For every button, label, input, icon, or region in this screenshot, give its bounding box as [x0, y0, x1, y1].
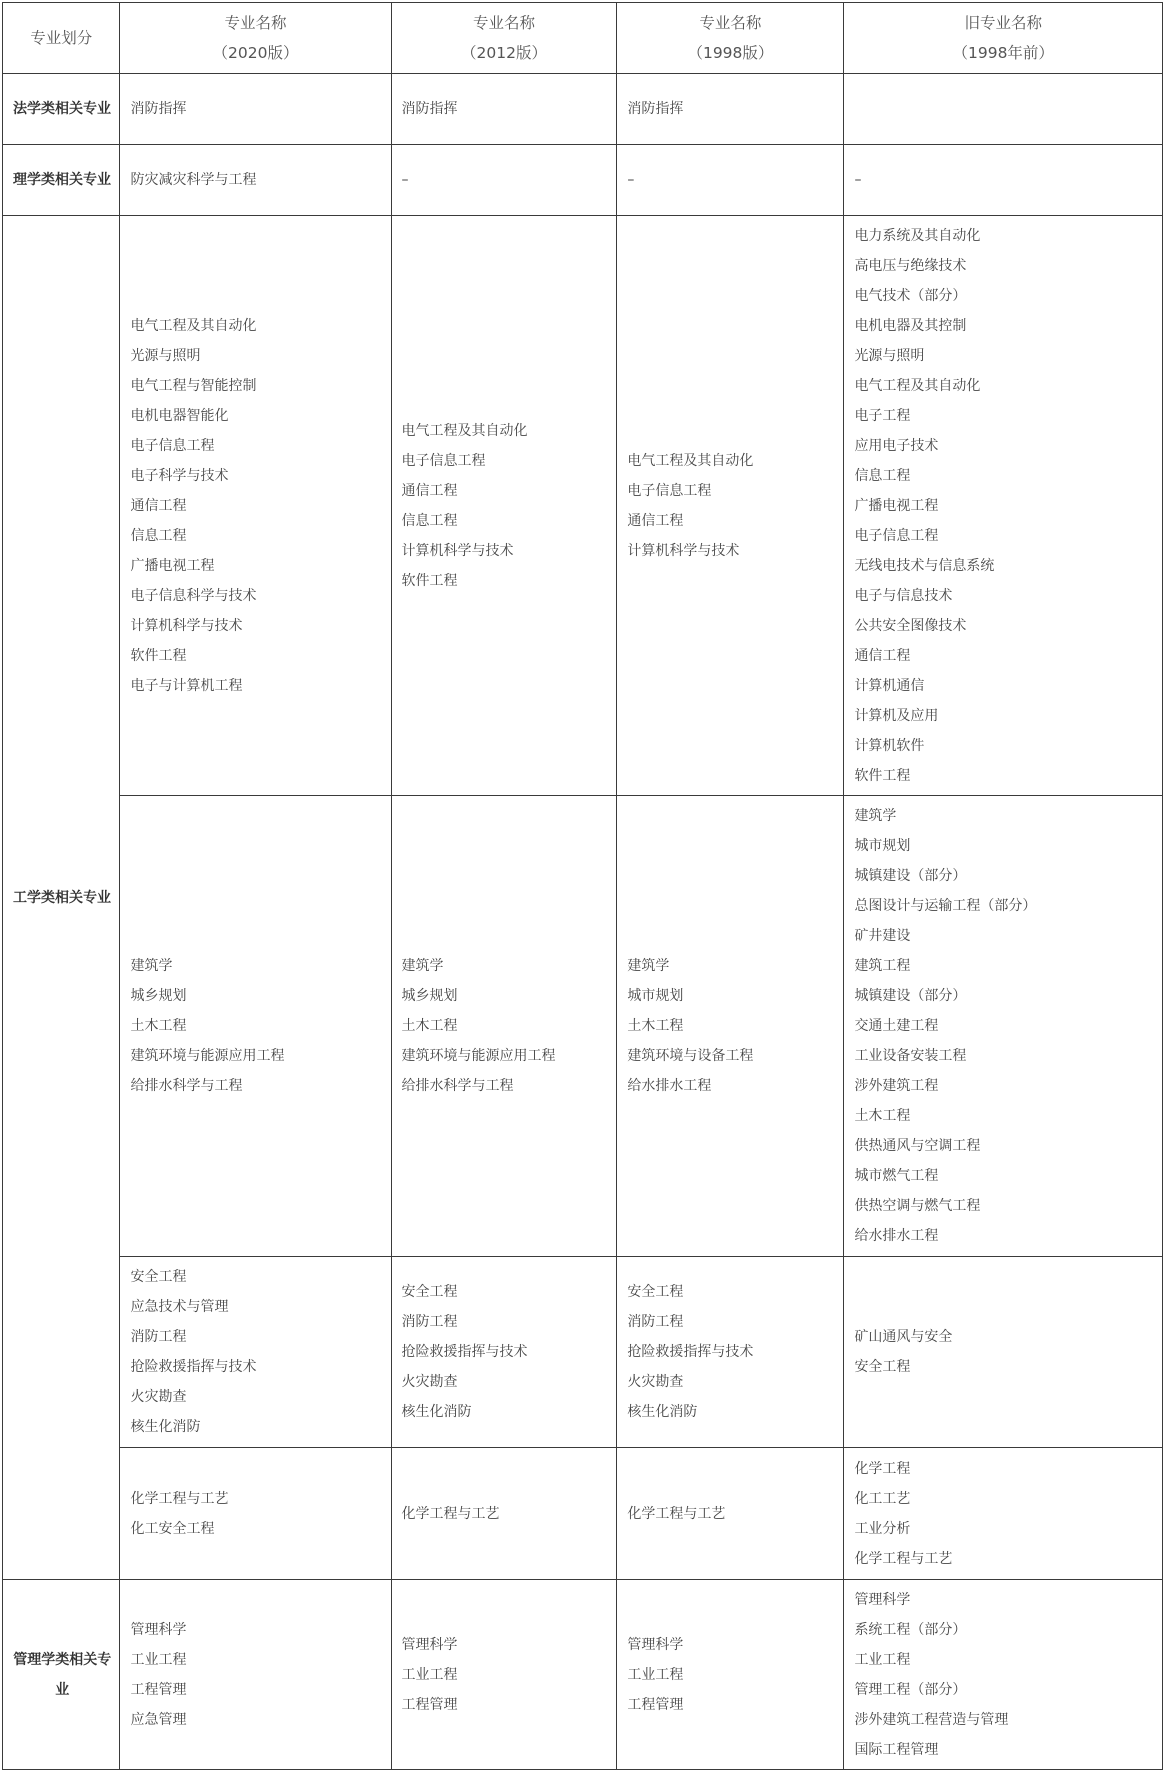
list-old — [844, 1257, 1163, 1448]
major-item: 电子信息工程 — [854, 527, 939, 544]
table-row — [3, 1448, 1163, 1580]
major-item: 电子与信息技术 — [854, 587, 953, 604]
major-item: 土木工程 — [401, 1018, 458, 1034]
major-item: 信息工程 — [130, 527, 187, 544]
major-item: 建筑环境与能源应用工程 — [130, 1048, 285, 1064]
major-item: 工程管理 — [401, 1696, 458, 1713]
major-list — [402, 165, 609, 195]
major-item: 应用电子技术 — [854, 437, 939, 454]
major-item: 建筑学 — [627, 958, 670, 974]
list-1998 — [617, 74, 844, 145]
table-row — [3, 1580, 1163, 1770]
major-item: 广播电视工程 — [130, 557, 215, 574]
major-item: 化学工程与工艺 — [130, 1490, 229, 1507]
major-item: 土木工程 — [130, 1018, 187, 1034]
header-row — [3, 3, 1163, 74]
major-item: 火灾勘查 — [130, 1389, 187, 1405]
major-item: 计算机软件 — [854, 737, 925, 754]
major-item: 交通土建工程 — [854, 1018, 939, 1034]
major-item: 工程管理 — [627, 1696, 684, 1713]
major-item: 土木工程 — [854, 1108, 911, 1124]
major-item: 通信工程 — [401, 482, 458, 499]
major-list — [854, 221, 1154, 791]
list-2020 — [120, 74, 391, 145]
major-item: 电机电器智能化 — [130, 407, 229, 424]
major-list — [854, 1454, 1154, 1574]
major-item: 城市规划 — [854, 838, 911, 854]
major-item: – — [854, 172, 862, 188]
major-item: 工业工程 — [401, 1666, 458, 1683]
major-item: 应急技术与管理 — [130, 1299, 229, 1315]
major-item: 光源与照明 — [130, 347, 201, 364]
major-item: 核生化消防 — [627, 1404, 698, 1420]
major-item: 工程管理 — [130, 1681, 187, 1698]
major-item: 通信工程 — [627, 512, 684, 529]
major-item: 信息工程 — [854, 467, 911, 484]
major-item: 电气技术（部分） — [854, 287, 967, 304]
table-row — [3, 796, 1163, 1257]
header-old: 旧专业名称 （1998年前） — [844, 3, 1163, 74]
major-item: 城镇建设（部分） — [854, 988, 967, 1004]
major-item: 给排水科学与工程 — [401, 1078, 514, 1094]
major-item: – — [627, 172, 635, 188]
category-engineering: 工学类相关专业 — [3, 216, 120, 1580]
major-item: 化学工程与工艺 — [401, 1505, 500, 1522]
list-old — [844, 216, 1163, 796]
major-list — [854, 165, 1154, 195]
major-item: 安全工程 — [401, 1284, 458, 1300]
list-old — [844, 1580, 1163, 1770]
header-category: 专业划分 — [3, 3, 120, 74]
major-item: 化学工程 — [854, 1460, 911, 1477]
list-2012 — [391, 216, 617, 796]
list-2020 — [120, 1257, 391, 1448]
major-item: 建筑学 — [130, 958, 173, 974]
major-list — [627, 94, 835, 124]
major-list — [627, 1630, 835, 1720]
major-item: 计算机科学与技术 — [401, 542, 514, 559]
major-list — [130, 1484, 382, 1544]
major-list — [130, 1615, 382, 1735]
major-list — [130, 311, 382, 701]
major-list — [627, 446, 835, 566]
major-item: 涉外建筑工程营造与管理 — [854, 1711, 1009, 1728]
major-item: 安全工程 — [627, 1284, 684, 1300]
major-item: 消防工程 — [627, 1314, 684, 1330]
major-item: 涉外建筑工程 — [854, 1078, 939, 1094]
major-item: 电气工程及其自动化 — [401, 422, 528, 439]
major-item: 工业设备安装工程 — [854, 1048, 967, 1064]
major-item: 安全工程 — [854, 1359, 911, 1375]
major-item: 建筑学 — [401, 958, 444, 974]
major-list — [402, 1499, 609, 1529]
major-item: 广播电视工程 — [854, 497, 939, 514]
major-item: 电气工程及其自动化 — [854, 377, 981, 394]
major-item: 软件工程 — [401, 572, 458, 589]
list-2012 — [391, 1580, 617, 1770]
table-row — [3, 145, 1163, 216]
major-item: 高电压与绝缘技术 — [854, 257, 967, 274]
major-list — [627, 951, 835, 1101]
major-list — [402, 951, 609, 1101]
major-list — [402, 1277, 609, 1427]
major-item: 土木工程 — [627, 1018, 684, 1034]
major-item: 国际工程管理 — [854, 1741, 939, 1758]
major-item: 电气工程及其自动化 — [130, 317, 257, 334]
major-item: 电子与计算机工程 — [130, 677, 243, 694]
major-item: 建筑环境与设备工程 — [627, 1048, 754, 1064]
list-2012 — [391, 74, 617, 145]
major-item: 给水排水工程 — [854, 1228, 939, 1244]
major-item: 消防指挥 — [401, 101, 458, 117]
list-1998 — [617, 1257, 844, 1448]
major-list — [854, 801, 1154, 1251]
list-1998 — [617, 1448, 844, 1580]
major-item: 火灾勘查 — [627, 1374, 684, 1390]
major-item: 信息工程 — [401, 512, 458, 529]
major-item: 计算机及应用 — [854, 707, 939, 724]
major-item: 管理科学 — [130, 1621, 187, 1638]
major-item: 建筑工程 — [854, 958, 911, 974]
major-item: 管理科学 — [401, 1636, 458, 1653]
major-list — [627, 1277, 835, 1427]
major-item: 通信工程 — [130, 497, 187, 514]
major-item: 系统工程（部分） — [854, 1621, 967, 1638]
major-item: 工业工程 — [627, 1666, 684, 1683]
list-1998 — [617, 145, 844, 216]
major-item: 电子科学与技术 — [130, 467, 229, 484]
list-2012 — [391, 1257, 617, 1448]
major-item: 供热空调与燃气工程 — [854, 1198, 981, 1214]
list-2020 — [120, 1580, 391, 1770]
major-item: 软件工程 — [854, 767, 911, 784]
list-1998 — [617, 1580, 844, 1770]
major-list — [130, 1262, 382, 1442]
major-item: 防灾减灾科学与工程 — [130, 172, 257, 188]
major-item: 城镇建设（部分） — [854, 868, 967, 884]
major-item: 抢险救援指挥与技术 — [627, 1344, 754, 1360]
major-item: 建筑学 — [854, 808, 897, 824]
major-item: 电子工程 — [854, 407, 911, 424]
major-item: 消防工程 — [130, 1329, 187, 1345]
major-item: 公共安全图像技术 — [854, 617, 967, 634]
major-item: 给排水科学与工程 — [130, 1078, 243, 1094]
major-list — [854, 1322, 1154, 1382]
major-item: 城市燃气工程 — [854, 1168, 939, 1184]
major-item: 城乡规划 — [401, 988, 458, 1004]
major-item: 应急管理 — [130, 1711, 187, 1728]
list-1998 — [617, 796, 844, 1257]
major-item: 化工安全工程 — [130, 1520, 215, 1537]
major-item: 计算机科学与技术 — [130, 617, 243, 634]
list-2012 — [391, 145, 617, 216]
major-item: 电机电器及其控制 — [854, 317, 967, 334]
header-1998: 专业名称 （1998版） — [617, 3, 844, 74]
major-item: 计算机通信 — [854, 677, 925, 694]
major-item: – — [401, 172, 409, 188]
major-item: 消防指挥 — [627, 101, 684, 117]
table-row — [3, 74, 1163, 145]
header-2012: 专业名称 （2012版） — [391, 3, 617, 74]
list-2020 — [120, 216, 391, 796]
list-old — [844, 1448, 1163, 1580]
major-list — [627, 165, 835, 195]
major-list — [402, 416, 609, 596]
major-item: 矿井建设 — [854, 928, 911, 944]
list-1998 — [617, 216, 844, 796]
major-item: 核生化消防 — [130, 1419, 201, 1435]
category-law: 法学类相关专业 — [3, 74, 120, 145]
major-item: 管理科学 — [854, 1591, 911, 1608]
major-item: 建筑环境与能源应用工程 — [401, 1048, 556, 1064]
major-item: 电气工程与智能控制 — [130, 377, 257, 394]
major-item: 化工工艺 — [854, 1490, 911, 1507]
major-list — [130, 951, 382, 1101]
major-item: 管理科学 — [627, 1636, 684, 1653]
major-comparison-table — [2, 2, 1163, 1770]
major-item: 电子信息工程 — [627, 482, 712, 499]
list-old — [844, 145, 1163, 216]
table-row — [3, 1257, 1163, 1448]
major-item: 通信工程 — [854, 647, 911, 664]
major-item: 计算机科学与技术 — [627, 542, 740, 559]
major-item: 工业分析 — [854, 1520, 911, 1537]
list-2012 — [391, 796, 617, 1257]
major-item: 管理工程（部分） — [854, 1681, 967, 1698]
major-item: 化学工程与工艺 — [627, 1505, 726, 1522]
major-item: 化学工程与工艺 — [854, 1550, 953, 1567]
major-item: 城市规划 — [627, 988, 684, 1004]
major-item: 光源与照明 — [854, 347, 925, 364]
major-item: 消防工程 — [401, 1314, 458, 1330]
list-2020 — [120, 145, 391, 216]
major-item: 矿山通风与安全 — [854, 1329, 953, 1345]
major-item: 消防指挥 — [130, 101, 187, 117]
major-list — [402, 1630, 609, 1720]
major-item: 电子信息工程 — [401, 452, 486, 469]
category-science: 理学类相关专业 — [3, 145, 120, 216]
major-item: 总图设计与运输工程（部分） — [854, 898, 1037, 914]
major-item: 电子信息工程 — [130, 437, 215, 454]
major-item: 工业工程 — [854, 1651, 911, 1668]
major-item: 给水排水工程 — [627, 1078, 712, 1094]
major-list — [130, 94, 382, 124]
major-item: 工业工程 — [130, 1651, 187, 1668]
major-item: 无线电技术与信息系统 — [854, 557, 995, 574]
list-2020 — [120, 1448, 391, 1580]
major-item: 核生化消防 — [401, 1404, 472, 1420]
header-2020: 专业名称 （2020版） — [120, 3, 391, 74]
major-item: 电子信息科学与技术 — [130, 587, 257, 604]
table-row — [3, 216, 1163, 796]
list-2020 — [120, 796, 391, 1257]
major-item: 火灾勘查 — [401, 1374, 458, 1390]
major-item: 电力系统及其自动化 — [854, 227, 981, 244]
category-management: 管理学类相关专业 — [3, 1580, 120, 1770]
major-item: 电气工程及其自动化 — [627, 452, 754, 469]
major-item: 城乡规划 — [130, 988, 187, 1004]
major-item: 安全工程 — [130, 1269, 187, 1285]
major-item: 供热通风与空调工程 — [854, 1138, 981, 1154]
major-list — [627, 1499, 835, 1529]
list-old — [844, 796, 1163, 1257]
major-item: 抢险救援指挥与技术 — [130, 1359, 257, 1375]
list-2012 — [391, 1448, 617, 1580]
major-item: 软件工程 — [130, 647, 187, 664]
major-item: 抢险救援指挥与技术 — [401, 1344, 528, 1360]
list-old — [844, 74, 1163, 145]
major-list — [130, 165, 382, 195]
major-list — [402, 94, 609, 124]
major-list — [854, 1585, 1154, 1765]
